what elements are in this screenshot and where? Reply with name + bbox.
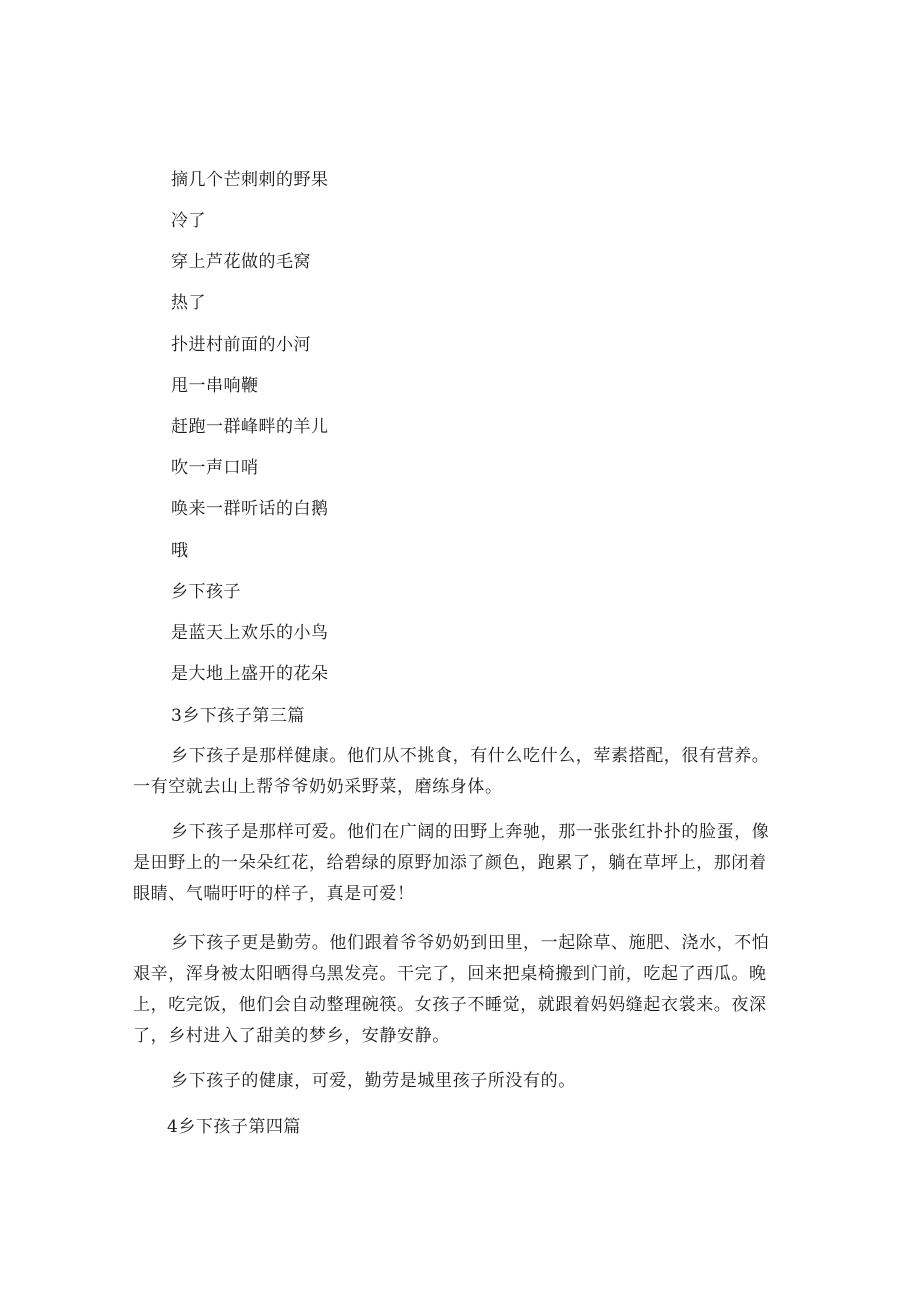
paragraph: 乡下孩子的健康，可爱，勤劳是城里孩子所没有的。 <box>171 1071 576 1091</box>
poem-line: 吹一声口哨 <box>171 458 259 478</box>
paragraph: 乡下孩子是那样健康。他们从不挑食，有什么吃什么，荤素搭配，很有营养。一有空就去山上帮爷爷奶奶采野菜，磨练身体。 <box>133 746 770 797</box>
poem-line: 穿上芦花做的毛窝 <box>171 252 311 272</box>
paragraph: 乡下孩子更是勤劳。他们跟着爷爷奶奶到田里，一起除草、施肥、浇水，不怕艰辛，浑身被太阳晒得乌黑发亮。干完了，回来把桌椅搬到门前，吃起了西瓜。晚上，吃完饭，他们会自动整理碗筷。女孩子不睡觉，就跟着妈妈缝起衣裳来。夜深了，乡村进入了甜美的梦乡，安静安静。 <box>133 933 770 1046</box>
poem-line: 冷了 <box>171 211 206 231</box>
section-heading: 4乡下孩子第四篇 <box>167 1117 301 1137</box>
poem-line: 是蓝天上欢乐的小鸟 <box>171 623 329 643</box>
poem-line: 是大地上盛开的花朵 <box>171 664 329 684</box>
poem-line: 热了 <box>171 293 206 313</box>
poem-line: 扑进村前面的小河 <box>171 335 311 355</box>
poem-line: 唤来一群听话的白鹅 <box>171 499 329 519</box>
poem-line: 摘几个芒刺刺的野果 <box>171 170 329 190</box>
paragraph: 乡下孩子是那样可爱。他们在广阔的田野上奔驰，那一张张红扑扑的脸蛋，像是田野上的一朵朵红花，给碧绿的原野加添了颜色，跑累了，躺在草坪上，那闭着眼睛、气喘吁吁的样子，真是可爱！ <box>133 822 770 904</box>
poem-line: 赶跑一群峰畔的羊儿 <box>171 417 329 437</box>
section-heading: 3乡下孩子第三篇 <box>171 706 305 726</box>
poem-line: 乡下孩子 <box>171 582 241 602</box>
poem-line: 甩一串响鞭 <box>171 376 259 396</box>
poem-line: 哦 <box>171 541 189 561</box>
